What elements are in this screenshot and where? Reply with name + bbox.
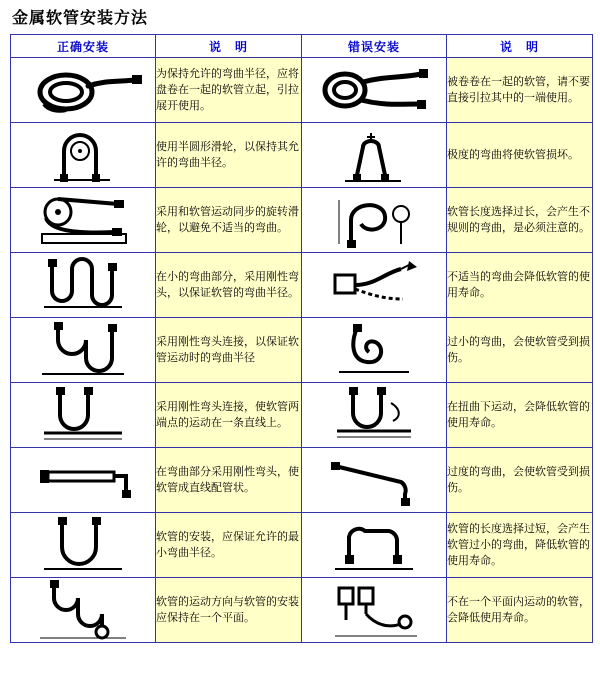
short-length-wrong-icon bbox=[305, 515, 443, 575]
figure-cell-correct bbox=[11, 318, 156, 383]
header-row bbox=[11, 35, 593, 58]
desc-correct: 采用和软管运动同步的旋转滑轮，以避免不适当的弯曲。 bbox=[156, 188, 302, 253]
installation-methods-table bbox=[10, 34, 593, 643]
semicircular-sheave-correct-icon bbox=[14, 125, 152, 185]
header-wrong-desc: 说 明 bbox=[447, 35, 593, 58]
desc-correct: 为保持允许的弯曲半径，应将盘卷在一起的软管立起，引拉展开使用。 bbox=[156, 58, 302, 123]
rigid-elbow-connection-correct-icon bbox=[14, 320, 152, 380]
table-row bbox=[11, 318, 593, 383]
coiled-hose-correct-icon bbox=[14, 60, 152, 120]
rigid-elbow-small-bend-correct-icon bbox=[14, 255, 152, 315]
table-row bbox=[11, 448, 593, 513]
table-row bbox=[11, 58, 593, 123]
rotating-pulley-correct-icon bbox=[14, 190, 152, 250]
table-row bbox=[11, 383, 593, 448]
desc-correct: 软管的安装，应保证允许的最小弯曲半径。 bbox=[156, 513, 302, 578]
desc-wrong: 软管的长度选择过短，会产生软管过小的弯曲，降低软管的使用寿命。 bbox=[447, 513, 593, 578]
table-row bbox=[11, 253, 593, 318]
header-correct-install: 正确安装 bbox=[11, 35, 156, 58]
too-small-bend-wrong-icon bbox=[305, 320, 443, 380]
header-correct-desc: 说 明 bbox=[156, 35, 302, 58]
figure-cell-correct bbox=[11, 58, 156, 123]
figure-cell-wrong bbox=[302, 123, 447, 188]
figure-cell-correct bbox=[11, 383, 156, 448]
figure-cell-correct bbox=[11, 188, 156, 253]
desc-correct: 软管的运动方向与软管的安装应保持在一个平面。 bbox=[156, 578, 302, 643]
table-row bbox=[11, 123, 593, 188]
table-row bbox=[11, 513, 593, 578]
desc-correct: 在弯曲部分采用刚性弯头，使软管成直线配管状。 bbox=[156, 448, 302, 513]
torsion-motion-wrong-icon bbox=[305, 385, 443, 445]
figure-cell-correct bbox=[11, 448, 156, 513]
improper-bend-wrong-icon bbox=[305, 255, 443, 315]
desc-correct: 采用刚性弯头连接，以保证软管运动时的弯曲半径 bbox=[156, 318, 302, 383]
table-row bbox=[11, 188, 593, 253]
figure-cell-wrong bbox=[302, 253, 447, 318]
coiled-hose-wrong-icon bbox=[305, 60, 443, 120]
figure-cell-wrong bbox=[302, 188, 447, 253]
figure-cell-correct bbox=[11, 513, 156, 578]
straight-line-motion-correct-icon bbox=[14, 385, 152, 445]
desc-correct: 在小的弯曲部分，采用刚性弯头，以保证软管的弯曲半径。 bbox=[156, 253, 302, 318]
out-of-plane-motion-wrong-icon bbox=[305, 580, 443, 640]
same-plane-motion-correct-icon bbox=[14, 580, 152, 640]
figure-cell-wrong bbox=[302, 513, 447, 578]
table-body bbox=[11, 58, 593, 643]
straight-piping-correct-icon bbox=[14, 450, 152, 510]
desc-wrong: 软管长度选择过长，会产生不规则的弯曲，是必须注意的。 bbox=[447, 188, 593, 253]
figure-cell-wrong bbox=[302, 578, 447, 643]
min-bend-radius-correct-icon bbox=[14, 515, 152, 575]
over-bend-wrong-icon bbox=[305, 450, 443, 510]
figure-cell-correct bbox=[11, 123, 156, 188]
desc-correct: 使用半圆形滑轮，以保持其允许的弯曲半径。 bbox=[156, 123, 302, 188]
desc-wrong: 极度的弯曲将使软管损坏。 bbox=[447, 123, 593, 188]
figure-cell-correct bbox=[11, 253, 156, 318]
desc-wrong: 不适当的弯曲会降低软管的使用寿命。 bbox=[447, 253, 593, 318]
page-title: 金属软管安装方法 bbox=[12, 8, 149, 27]
figure-cell-correct bbox=[11, 578, 156, 643]
desc-correct: 采用刚性弯头连接，使软管两端点的运动在一条直线上。 bbox=[156, 383, 302, 448]
desc-wrong: 不在一个平面内运动的软管，会降低使用寿命。 bbox=[447, 578, 593, 643]
figure-cell-wrong bbox=[302, 383, 447, 448]
desc-wrong: 被卷卷在一起的软管，请不要直接引拉其中的一端使用。 bbox=[447, 58, 593, 123]
desc-wrong: 在扭曲下运动，会降低软管的使用寿命。 bbox=[447, 383, 593, 448]
desc-wrong: 过度的弯曲，会使软管受到损伤。 bbox=[447, 448, 593, 513]
figure-cell-wrong bbox=[302, 58, 447, 123]
figure-cell-wrong bbox=[302, 318, 447, 383]
table-header bbox=[11, 35, 593, 58]
figure-cell-wrong bbox=[302, 448, 447, 513]
excess-length-wrong-icon bbox=[305, 190, 443, 250]
sharp-bend-wrong-icon bbox=[305, 125, 443, 185]
table-row bbox=[11, 578, 593, 643]
header-wrong-install: 错误安装 bbox=[302, 35, 447, 58]
desc-wrong: 过小的弯曲，会使软管受到损伤。 bbox=[447, 318, 593, 383]
